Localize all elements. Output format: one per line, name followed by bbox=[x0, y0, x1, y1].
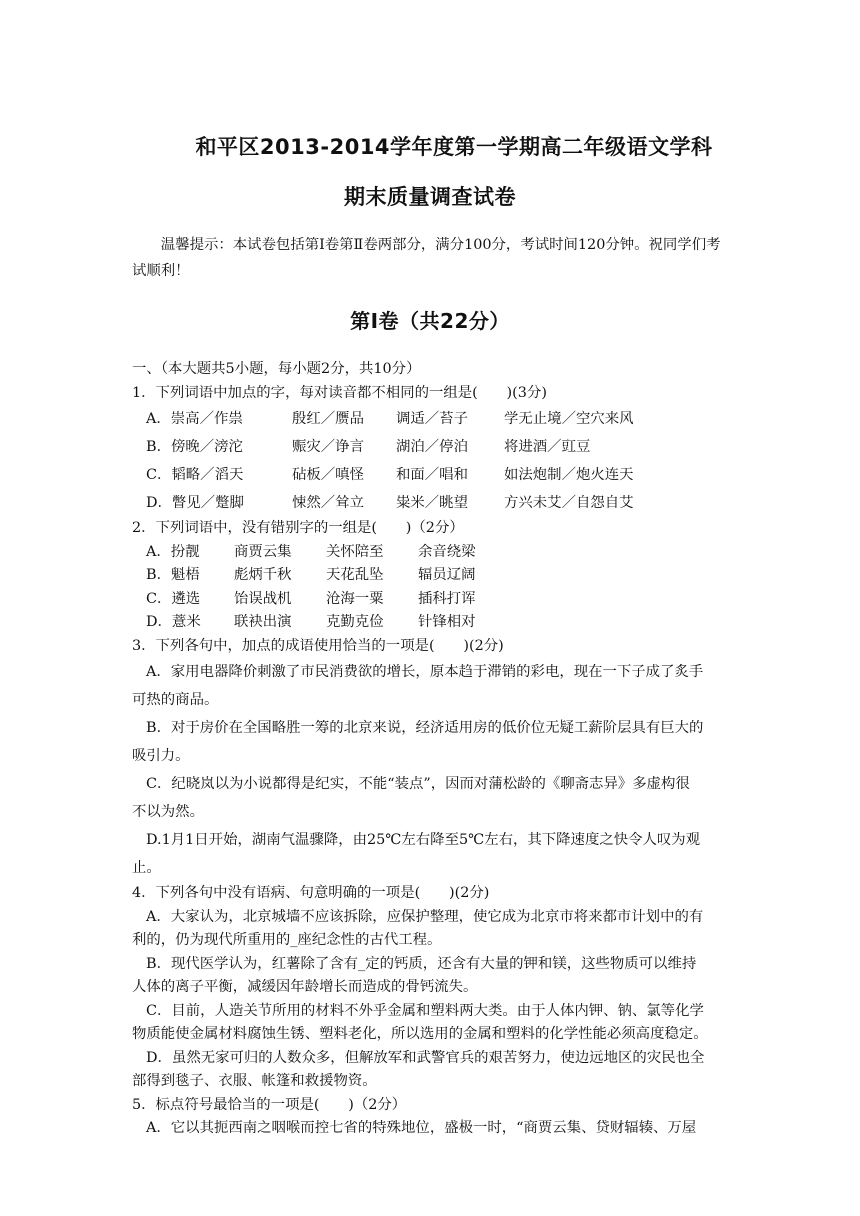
q4-option-a-line1: A．大家认为，北京城墙不应该拆除，应保护整理，使它成为北京市将来都市计划中的有 bbox=[146, 908, 704, 925]
q1-option-d bbox=[132, 489, 732, 517]
q4-option-b-line1: B．现代医学认为，红薯除了含有_定的钙质，还含有大量的钾和镁，这些物质可以维持 bbox=[146, 955, 697, 972]
q3-option-a-line2: 可热的商品。 bbox=[132, 692, 219, 708]
q4-option-a-line2: 利的，仍为现代所重用的_座纪念性的古代工程。 bbox=[132, 932, 442, 948]
q3-option-d-line2: 止。 bbox=[132, 860, 161, 876]
question-body bbox=[132, 358, 732, 1141]
q3-option-a-line1: A．家用电器降价刺激了市民消费欲的增长，原本趋于滞销的彩电，现在一下子成了炙手 bbox=[146, 664, 704, 680]
q2-d-4: 针锋相对 bbox=[418, 614, 476, 630]
q1-a-4: 学无止境／空穴来风 bbox=[504, 411, 634, 427]
q1-b-1: B．傍晚／滂沱 bbox=[146, 439, 243, 455]
q1-b-2: 赈灾／诤言 bbox=[292, 439, 364, 455]
q4-option-d-line1: D．虽然无家可归的人数众多，但解放军和武警官兵的艰苦努力，使边远地区的灾民也全 bbox=[146, 1049, 705, 1066]
q2-d-2: 联袂出演 bbox=[234, 614, 292, 630]
q5-stem: 5．标点符号最恰当的一项是( )（2分） bbox=[132, 1096, 407, 1113]
q4-option-d-line2: 部得到毯子、衣服、帐篷和救援物资。 bbox=[132, 1073, 377, 1089]
q3-option-d-line1: D.1月1日开始，湖南气温骤降，由25℃左右降至5℃左右，其下降速度之快令人叹为观 bbox=[146, 832, 701, 848]
q1-a-2: 殷红／赝品 bbox=[292, 411, 364, 427]
exam-title-line1: 和平区2013-2014学年度第一学期高二年级语文学科 bbox=[195, 135, 713, 159]
q5-option-a: A．它以其扼西南之咽喉而控七省的特殊地位，盛极一时，“商贾云集、贷财辐辏、万屋 bbox=[146, 1120, 697, 1136]
q2-a-3: 关怀陪至 bbox=[326, 543, 384, 560]
q3-stem: 3．下列各句中，加点的成语使用恰当的一项是( )(2分) bbox=[132, 637, 504, 654]
q4-stem: 4．下列各句中没有语病、句意明确的一项是( )(2分) bbox=[132, 885, 490, 901]
q1-c-2: 砧板／嗔怪 bbox=[292, 467, 364, 483]
q2-option-c bbox=[132, 588, 732, 612]
q4-option-c-line2: 物质能使金属材料腐蚀生锈、塑料老化，所以选用的金属和塑料的化学性能必须高度稳定。 bbox=[132, 1026, 708, 1042]
exam-title-line2: 期末质量调查试卷 bbox=[344, 185, 516, 209]
q1-d-3: 粜米／眺望 bbox=[396, 495, 468, 511]
q1-a-3: 调适／苔子 bbox=[396, 411, 468, 427]
q3-option-b-line1: B．对于房价在全国略胜一筹的北京来说，经济适用房的低价位无疑工薪阶层具有巨大的 bbox=[146, 720, 704, 736]
q1-option-a bbox=[132, 405, 732, 433]
q2-a-1: A．扮靓 bbox=[146, 543, 200, 560]
q2-c-2: 饴误战机 bbox=[234, 590, 292, 607]
q2-b-3: 天花乱坠 bbox=[326, 567, 384, 583]
q3-option-c-line2: 不以为然。 bbox=[132, 804, 204, 820]
q1-c-4: 如法炮制／炮火连天 bbox=[504, 467, 634, 483]
q2-a-2: 商贾云集 bbox=[234, 543, 292, 560]
q1-b-4: 将进酒／豇豆 bbox=[504, 439, 591, 455]
q2-option-b bbox=[132, 564, 732, 588]
q1-d-2: 悚然／耸立 bbox=[292, 495, 364, 511]
q2-d-1: D．薏米 bbox=[146, 614, 201, 630]
q1-stem: 1．下列词语中加点的字，每对读音都不相同的一组是( )(3分) bbox=[132, 384, 547, 401]
q3-options bbox=[132, 658, 732, 882]
q1-option-b bbox=[132, 433, 732, 461]
q3-option-c-line1: C．纪晓岚以为小说都得是纪实，不能“装点”，因而对蒲松龄的《聊斋志异》多虚构很 bbox=[146, 776, 690, 792]
q2-c-4: 插科打诨 bbox=[418, 590, 476, 607]
q1-options bbox=[132, 405, 732, 517]
q1-d-1: D．瞥见／蹩脚 bbox=[146, 495, 244, 511]
q2-option-d bbox=[132, 611, 732, 635]
q4-option-c-line1: C．目前，人造关节所用的材料不外乎金属和塑料两大类。由于人体内钾、钠、氯等化学 bbox=[146, 1002, 704, 1019]
q1-d-4: 方兴未艾／自怨自艾 bbox=[504, 495, 634, 511]
q2-c-3: 沧海一粟 bbox=[326, 590, 384, 607]
q2-stem: 2．下列词语中，没有错别字的一组是( )（2分） bbox=[132, 520, 464, 536]
q1-c-3: 和面／唱和 bbox=[396, 467, 468, 483]
q1-a-1: A．崇高／作祟 bbox=[146, 411, 243, 427]
q3-option-b-line2: 吸引力。 bbox=[132, 748, 190, 764]
warm-tip: 温馨提示：本试卷包括第Ⅰ卷第Ⅱ卷两部分，满分100分，考试时间120分钟。祝同学们考试顺利！ bbox=[132, 237, 721, 279]
q2-b-4: 辐员辽阔 bbox=[418, 567, 476, 583]
q2-option-a bbox=[132, 541, 732, 565]
q2-options bbox=[132, 541, 732, 635]
q2-a-4: 余音绕梁 bbox=[418, 543, 476, 560]
q2-c-1: C．遴选 bbox=[146, 590, 201, 607]
q1-b-3: 湖泊／停泊 bbox=[396, 439, 468, 455]
q4-option-b-line2: 人体的离子平衡，减缓因年龄增长而造成的骨钙流失。 bbox=[132, 979, 478, 995]
q1-option-c bbox=[132, 461, 732, 489]
section-title: 第Ⅰ卷（共22分） bbox=[350, 309, 510, 333]
q2-b-1: B．魁梧 bbox=[146, 567, 200, 583]
part1-header: 一、（本大题共5小题，每小题2分，共10分） bbox=[132, 361, 421, 377]
q2-d-3: 克勤克俭 bbox=[326, 614, 384, 630]
q2-b-2: 彪炳千秋 bbox=[234, 567, 292, 583]
q1-c-1: C．韬略／滔天 bbox=[146, 467, 244, 483]
